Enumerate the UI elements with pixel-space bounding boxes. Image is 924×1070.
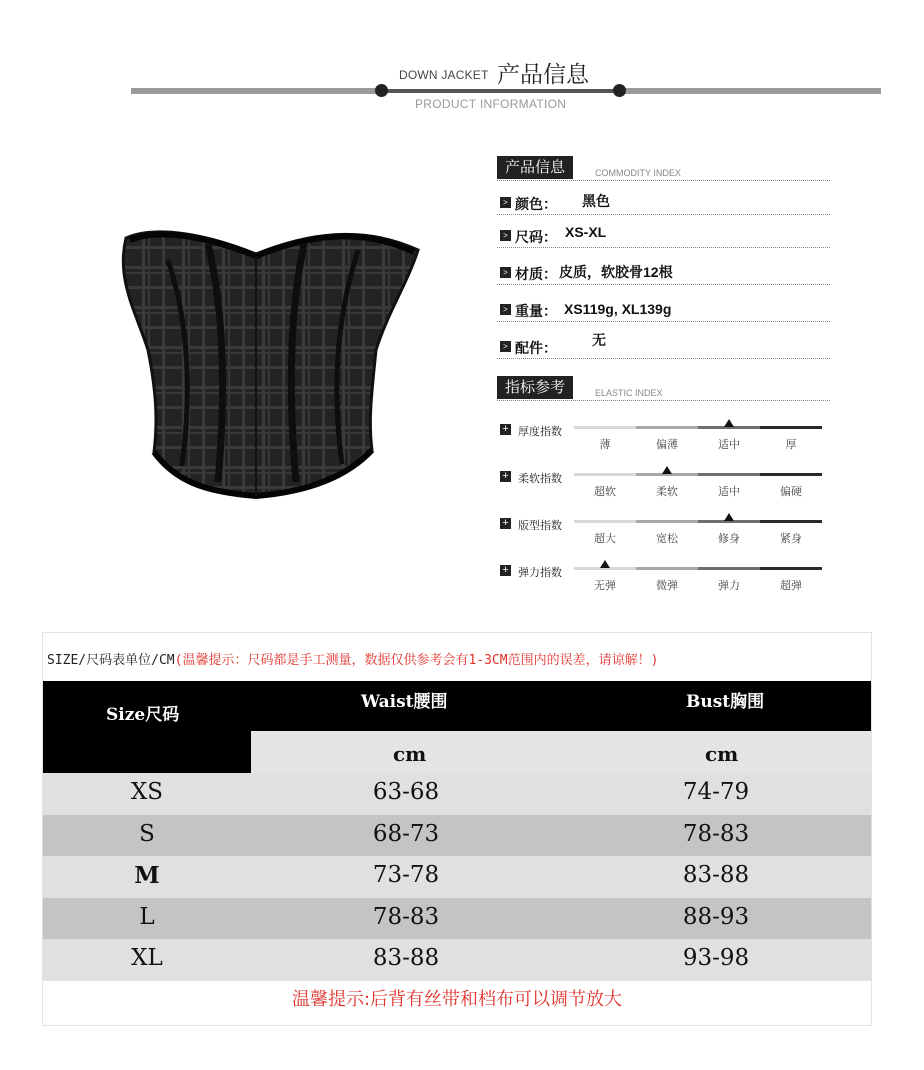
size-cell-waist: 83-88 xyxy=(372,945,440,971)
size-cell-size: S xyxy=(139,820,155,847)
info-value: 皮质，软胶骨12根 xyxy=(559,264,673,280)
elastic-index-title: 指标参考 xyxy=(497,376,573,399)
size-cell-size: L xyxy=(139,903,155,930)
info-label: 重量： xyxy=(515,304,557,320)
size-chart xyxy=(42,632,872,1026)
arrow-icon: > xyxy=(500,230,511,241)
index-name: 柔软指数 xyxy=(518,472,562,485)
header-dot-left xyxy=(375,84,388,97)
index-bar-segment xyxy=(574,426,636,429)
index-option-label: 超软 xyxy=(594,485,616,498)
index-option-label: 超弹 xyxy=(780,579,802,592)
index-name: 厚度指数 xyxy=(518,425,562,438)
index-option-label: 超大 xyxy=(594,532,616,545)
index-option-label: 紧身 xyxy=(780,532,802,545)
product-photo xyxy=(96,220,426,502)
index-row xyxy=(498,423,828,463)
index-option-label: 微弹 xyxy=(656,579,678,592)
size-cell-size: XS xyxy=(130,779,164,805)
info-label: 颜色： xyxy=(515,197,557,213)
index-bar-segment xyxy=(760,473,822,476)
plus-icon: + xyxy=(500,424,511,435)
elastic-index-subtitle: ELASTIC INDEX xyxy=(595,388,663,398)
index-option-label: 偏薄 xyxy=(656,438,678,451)
size-cell-bust: 78-83 xyxy=(682,820,750,847)
product-info-title: 产品信息 xyxy=(497,156,573,179)
header-bust: Bust胸围 xyxy=(686,692,765,712)
header-waist: Waist腰围 xyxy=(361,692,448,712)
index-bar-segment xyxy=(698,473,760,476)
index-option-label: 偏硬 xyxy=(780,485,802,498)
index-bar-segment xyxy=(636,520,698,523)
size-table-row xyxy=(43,898,871,940)
index-option-label: 无弹 xyxy=(594,579,616,592)
header-size: Size尺码 xyxy=(106,705,180,725)
size-table-row xyxy=(43,856,871,898)
product-info-header xyxy=(497,156,830,181)
size-cell-bust: 93-98 xyxy=(682,945,750,971)
size-note xyxy=(47,649,658,668)
info-row-material xyxy=(497,252,830,285)
size-note-prefix: SIZE/尺码表单位/CM xyxy=(47,653,175,668)
index-bar-segment xyxy=(760,520,822,523)
size-table-row xyxy=(43,939,871,981)
index-marker-icon xyxy=(600,560,610,568)
header-subtitle: PRODUCT INFORMATION xyxy=(415,97,567,111)
index-name: 版型指数 xyxy=(518,519,562,532)
info-row-size xyxy=(497,215,830,248)
size-cell-bust: 83-88 xyxy=(682,862,750,888)
info-label: 配件： xyxy=(515,341,557,357)
index-marker-icon xyxy=(662,466,672,474)
size-note-warning: (温馨提示：尺码都是手工测量，数据仅供参考会有1-3CM范围内的误差，请谅解！) xyxy=(174,653,659,668)
info-row-accessories xyxy=(497,326,830,359)
info-label: 尺码： xyxy=(515,230,557,246)
info-label: 材质： xyxy=(515,267,557,283)
index-name: 弹力指数 xyxy=(518,566,562,579)
header-cn-title: 产品信息 xyxy=(497,62,589,88)
size-header-left-block xyxy=(43,731,251,773)
size-cell-waist: 63-68 xyxy=(372,779,440,805)
index-bar-segment xyxy=(698,567,760,570)
index-option-label: 弹力 xyxy=(718,579,740,592)
size-cell-bust: 88-93 xyxy=(682,903,750,930)
index-option-label: 适中 xyxy=(718,438,740,451)
header-divider-left xyxy=(131,88,383,94)
index-bar-segment xyxy=(760,426,822,429)
elastic-index-header xyxy=(497,376,830,401)
size-unit-bar xyxy=(251,731,871,773)
arrow-icon: > xyxy=(500,267,511,278)
index-option-label: 适中 xyxy=(718,485,740,498)
info-value: XS119g, XL139g xyxy=(564,301,672,317)
info-value: 黑色 xyxy=(582,193,610,209)
index-option-label: 宽松 xyxy=(656,532,678,545)
index-bar-segment xyxy=(574,520,636,523)
product-info-subtitle: COMMODITY INDEX xyxy=(595,168,681,178)
size-table-row xyxy=(43,815,871,857)
size-cell-waist: 78-83 xyxy=(372,903,440,930)
size-footer-note: 温馨提示:后背有丝带和档布可以调节放大 xyxy=(291,989,623,1010)
size-cell-bust: 74-79 xyxy=(682,779,750,805)
index-row xyxy=(498,470,828,510)
index-row xyxy=(498,517,828,557)
index-option-label: 柔软 xyxy=(656,485,678,498)
index-bar-segment xyxy=(636,426,698,429)
size-cell-waist: 73-78 xyxy=(372,862,440,888)
info-value: XS-XL xyxy=(565,224,607,240)
info-row-color xyxy=(497,182,830,215)
info-value: 无 xyxy=(592,332,606,348)
index-marker-icon xyxy=(724,513,734,521)
index-bar-segment xyxy=(636,567,698,570)
index-option-label: 修身 xyxy=(718,532,740,545)
header-divider-right xyxy=(621,88,881,94)
plus-icon: + xyxy=(500,565,511,576)
header-divider-center xyxy=(383,89,621,93)
index-marker-icon xyxy=(724,419,734,427)
header-en-title: DOWN JACKET xyxy=(399,68,489,82)
arrow-icon: > xyxy=(500,341,511,352)
size-cell-size: XL xyxy=(131,945,163,971)
size-cell-size: M xyxy=(134,862,160,889)
index-bar-segment xyxy=(574,473,636,476)
unit-bust: cm xyxy=(705,742,739,766)
arrow-icon: > xyxy=(500,304,511,315)
info-row-weight xyxy=(497,289,830,322)
unit-waist: cm xyxy=(393,742,427,766)
size-table-row xyxy=(43,773,871,815)
index-option-label: 厚 xyxy=(785,438,797,451)
size-cell-waist: 68-73 xyxy=(372,820,440,847)
plus-icon: + xyxy=(500,518,511,529)
index-bar-segment xyxy=(760,567,822,570)
header-dot-right xyxy=(613,84,626,97)
index-row xyxy=(498,564,828,604)
index-option-label: 薄 xyxy=(599,438,611,451)
plus-icon: + xyxy=(500,471,511,482)
arrow-icon: > xyxy=(500,197,511,208)
